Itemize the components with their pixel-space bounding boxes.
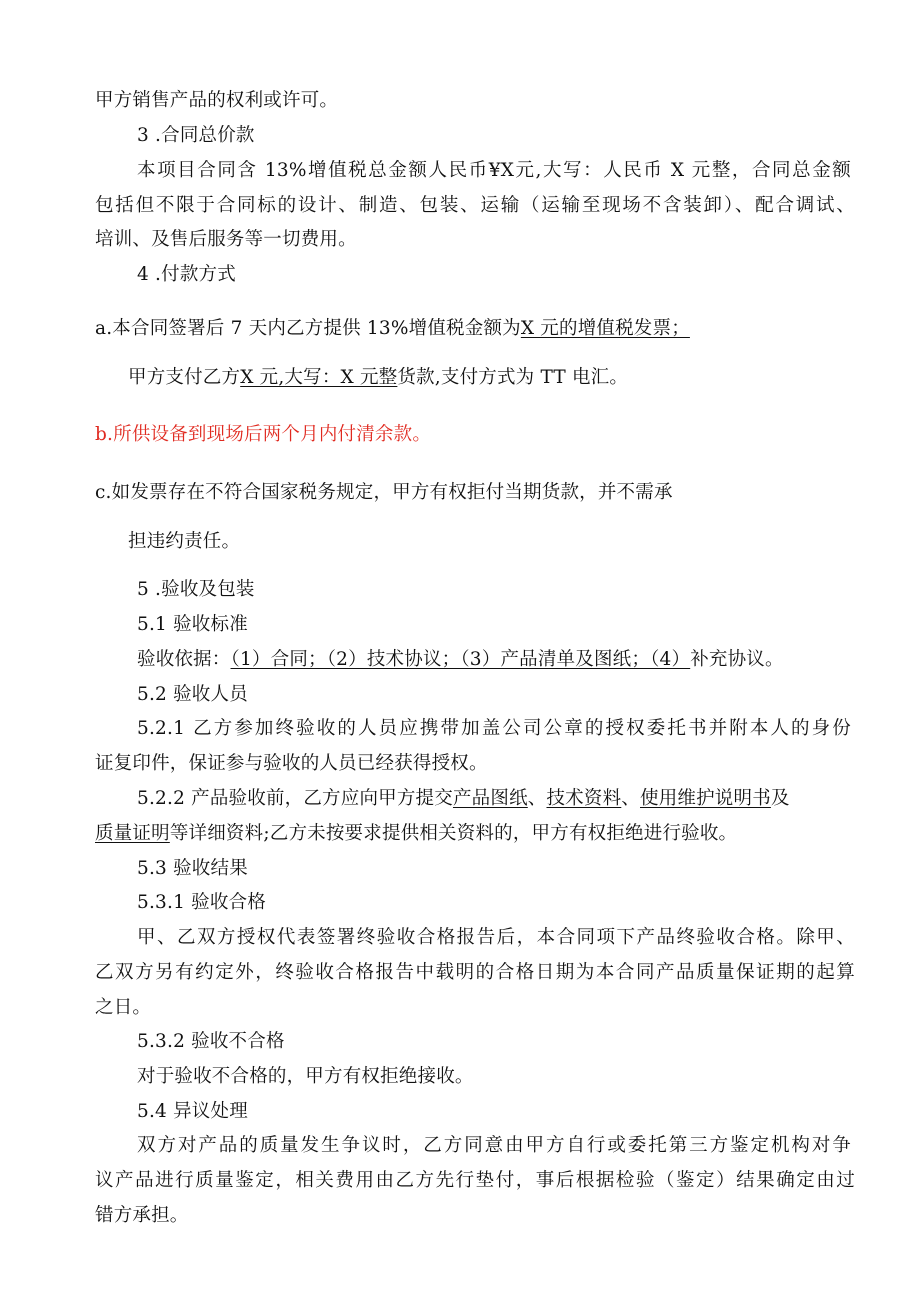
clause-text: 、 <box>527 788 547 809</box>
paragraph-line: 双方对产品的质量发生争议时，乙方同意由甲方自行或委托第三方鉴定机构对争 <box>137 1135 851 1156</box>
subsection-heading: 5.4 异议处理 <box>137 1101 248 1122</box>
clause-text: 等详细资料;乙方未按要求提供相关资料的，甲方有权拒绝进行验收。 <box>169 823 738 844</box>
subsection-heading: 5.3.2 验收不合格 <box>137 1031 285 1052</box>
clause-text: 货款,支付方式为 TT 电汇。 <box>397 367 629 388</box>
paragraph-line: 乙双方另有约定外，终验收合格报告中载明的合格日期为本合同产品质量保证期的起算 <box>95 962 855 983</box>
paragraph-line: 甲、乙双方授权代表签署终验收合格报告后，本合同项下产品终验收合格。除甲、 <box>137 927 855 948</box>
clause-text: 、 <box>621 788 640 809</box>
subsection-heading: 5.2 验收人员 <box>137 684 248 705</box>
section-heading-3: 3 .合同总价款 <box>137 125 255 146</box>
underlined-user-manual: 使用维护说明书 <box>640 788 771 809</box>
paragraph-line: 对于验收不合格的，甲方有权拒绝接收。 <box>137 1066 474 1087</box>
underlined-product-drawings: 产品图纸 <box>452 788 528 809</box>
section-heading-5: 5 .验收及包装 <box>137 579 255 600</box>
paragraph-line: 证复印件，保证参与验收的人员已经获得授权。 <box>95 753 488 774</box>
paragraph-line: 错方承担。 <box>95 1205 189 1226</box>
underlined-basis-list: （1）合同；（2）技术协议；（3）产品清单及图纸；（4） <box>230 649 691 670</box>
clause-text: 及 <box>770 788 790 809</box>
underlined-invoice-amount: X 元的增值税发票； <box>520 318 690 339</box>
payment-clause-c: c.如发票存在不符合国家税务规定，甲方有权拒付当期货款，并不需承 <box>95 482 673 503</box>
clause-text: 甲方支付乙方 <box>128 367 241 388</box>
payment-line <box>128 367 628 389</box>
paragraph-line: 议产品进行质量鉴定，相关费用由乙方先行垫付，事后根据检验（鉴定）结果确定由过 <box>95 1170 855 1191</box>
clause-text: 补充协议。 <box>690 649 784 670</box>
subsection-heading: 5.3 验收结果 <box>137 858 248 879</box>
acceptance-basis-line <box>137 649 784 671</box>
documents-line-cont <box>95 823 737 845</box>
documents-line <box>137 788 790 810</box>
section-heading-4: 4 .付款方式 <box>137 264 236 285</box>
paragraph-line: 之日。 <box>95 997 152 1018</box>
clause-text: a.本合同签署后 7 天内乙方提供 13%增值税金额为 <box>95 318 521 339</box>
paragraph-line: 包括但不限于合同标的设计、制造、包装、运输（运输至现场不含装卸）、配合调试、 <box>95 195 855 216</box>
subsection-heading: 5.1 验收标准 <box>137 614 248 635</box>
payment-clause-b: b.所供设备到现场后两个月内付清余款。 <box>95 424 432 445</box>
payment-clause-a <box>95 318 690 340</box>
underlined-technical-data: 技术资料 <box>546 788 622 809</box>
paragraph-line: 担违约责任。 <box>128 531 241 552</box>
clause-text: 5.2.2 产品验收前，乙方应向甲方提交 <box>137 788 453 809</box>
underlined-payment-amount: X 元,大写：X 元整 <box>240 367 398 388</box>
paragraph-line: 本项目合同含 13%增值税总金额人民币¥X元,大写：人民币 X 元整，合同总金额 <box>137 160 851 181</box>
paragraph-line: 5.2.1 乙方参加终验收的人员应携带加盖公司公章的授权委托书并附本人的身份 <box>137 718 851 739</box>
paragraph-line: 培训、及售后服务等一切费用。 <box>95 229 357 250</box>
underlined-quality-certificate: 质量证明 <box>95 823 170 844</box>
paragraph-line: 甲方销售产品的权利或许可。 <box>95 90 339 111</box>
clause-text: 验收依据： <box>137 649 231 670</box>
subsection-heading: 5.3.1 验收合格 <box>137 892 266 913</box>
